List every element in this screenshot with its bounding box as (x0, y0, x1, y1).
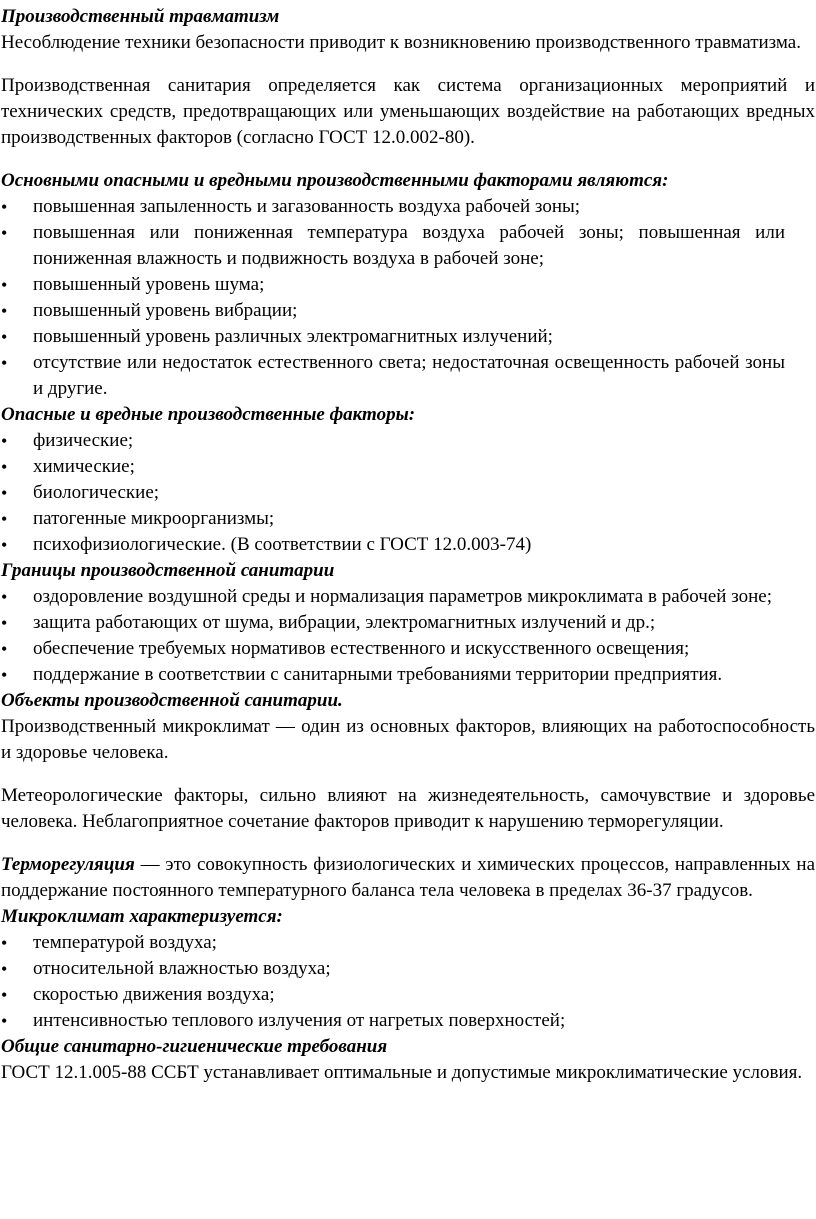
bullet-list (1, 194, 815, 402)
list-item: • психофизиологические. (В соответствии с ГОСТ 12.0.003-74) (1, 532, 815, 558)
list-item: • повышенный уровень вибрации; (1, 298, 815, 324)
heading-sanitation-scope: Границы производственной санитарии (1, 560, 335, 581)
term-definition: — это совокупность физиологических и химических процессов, направленных на поддержание постоянного температурного баланса тела человека в пределах 36-37 градусов. (1, 854, 815, 901)
heading-hazard-factors: Опасные и вредные производственные факторы: (1, 404, 416, 425)
list-item: • биологические; (1, 480, 815, 506)
list-item: • температурой воздуха; (1, 930, 815, 956)
list-item: • относительной влажностью воздуха; (1, 956, 815, 982)
heading-hygiene-requirements: Общие санитарно-гигиенические требования (1, 1036, 388, 1057)
list-item: • обеспечение требуемых нормативов естественного и искусственного освещения; (1, 636, 815, 662)
bullet-list (1, 428, 815, 558)
list-item: • отсутствие или недостаток естественного света; недостаточная освещенность рабочей зоны и другие. (1, 350, 815, 402)
list-item: • химические; (1, 454, 815, 480)
list-item: • физические; (1, 428, 815, 454)
heading-injuries: Производственный травматизм (1, 6, 280, 27)
list-item: • скоростью движения воздуха; (1, 982, 815, 1008)
heading-microclimate: Микроклимат характеризуется: (1, 906, 283, 927)
list-item: • повышенная запыленность и загазованность воздуха рабочей зоны; (1, 194, 815, 220)
list-item: • интенсивностью теплового излучения от нагретых поверхностей; (1, 1008, 815, 1034)
paragraph: Производственная санитария определяется как система организационных мероприятий и технических средств, предотвращающих или уменьшающих воздействие на работающих вредных производственных факторов (согласно ГОСТ 12.0.002-80). (1, 75, 815, 148)
list-item: • оздоровление воздушной среды и нормализация параметров микроклимата в рабочей зоне; (1, 584, 815, 610)
heading-sanitation-objects: Объекты производственной санитарии. (1, 690, 343, 711)
paragraph: Производственный микроклимат — один из основных факторов, влияющих на работоспособность и здоровье человека. (1, 716, 815, 763)
paragraph: Метеорологические факторы, сильно влияют на жизнедеятельность, самочувствие и здоровье человека. Неблагоприятное сочетание факторов приводит к нарушению терморегуляции. (1, 785, 815, 832)
list-item: • повышенный уровень различных электромагнитных излучений; (1, 324, 815, 350)
list-item: • патогенные микроорганизмы; (1, 506, 815, 532)
bullet-list (1, 584, 815, 688)
bullet-list (1, 930, 815, 1034)
paragraph: ГОСТ 12.1.005-88 ССБТ устанавливает оптимальные и допустимые микроклиматические условия. (1, 1062, 803, 1083)
list-item: • поддержание в соответствии с санитарными требованиями территории предприятия. (1, 662, 815, 688)
paragraph: Несоблюдение техники безопасности приводит к возникновению производственного травматизма. (1, 32, 801, 53)
list-item: • повышенный уровень шума; (1, 272, 815, 298)
heading-main-factors: Основными опасными и вредными производственными факторами являются: (1, 170, 669, 191)
paragraph-thermoregulation (1, 852, 815, 904)
term-thermoregulation: Терморегуляция (1, 854, 135, 875)
list-item: • защита работающих от шума, вибрации, электромагнитных излучений и др.; (1, 610, 815, 636)
list-item: • повышенная или пониженная температура воздуха рабочей зоны; повышенная или пониженная влажность и подвижность воздуха в рабочей зоне; (1, 220, 815, 272)
